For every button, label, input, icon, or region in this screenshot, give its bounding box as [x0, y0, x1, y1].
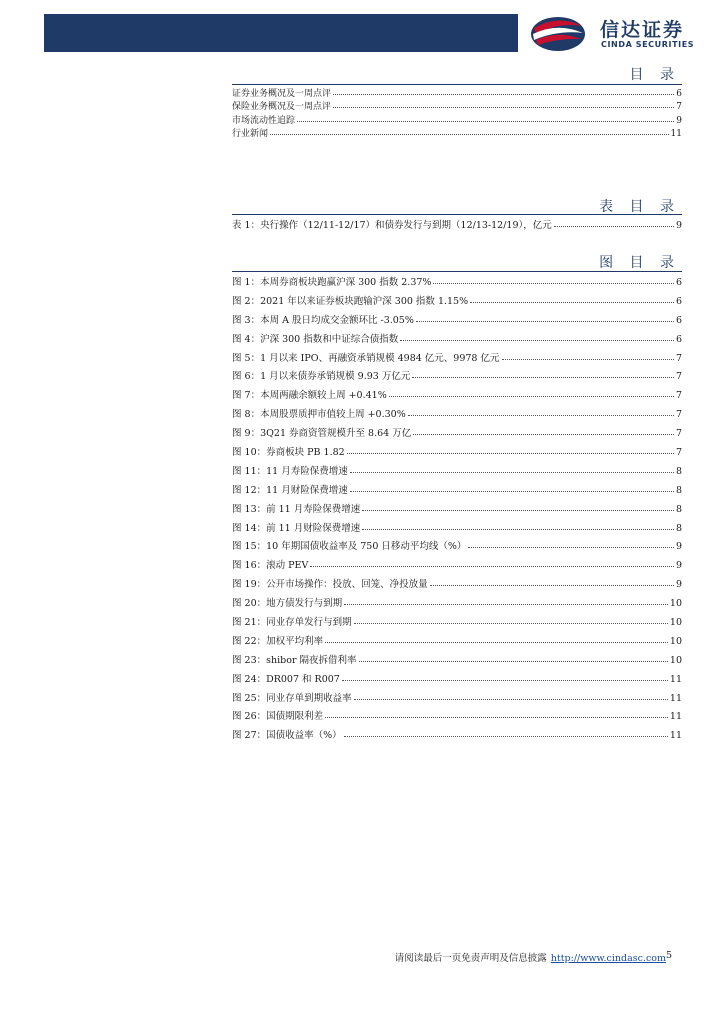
toc-entry-page: 11	[669, 711, 682, 723]
contents-entry[interactable]	[232, 125, 682, 138]
toc-entry-label: 表 1：央行操作（12/11-12/17）和债券发行与到期（12/13-12/19），亿元	[232, 220, 552, 231]
footer	[395, 950, 666, 964]
toc-leader-dots	[350, 463, 674, 473]
toc-entry-page: 8	[675, 522, 682, 534]
figures-list	[232, 274, 682, 746]
header-bar	[44, 14, 518, 52]
toc-leader-dots	[359, 652, 668, 662]
logo-cn-name: 信达证券	[600, 19, 685, 41]
toc-entry-page: 7	[675, 371, 682, 383]
figures-entry[interactable]	[232, 501, 682, 520]
page-number: 5	[666, 950, 673, 961]
toc-entry-label: 图 26：国债期限利差	[232, 711, 324, 723]
contents-title: 目 录	[629, 67, 680, 83]
contents-entry[interactable]	[232, 98, 682, 111]
toc-entry-page: 7	[675, 409, 682, 421]
toc-leader-dots	[354, 690, 668, 700]
toc-entry-label: 行业新闻	[232, 129, 269, 139]
toc-entry-page: 8	[675, 484, 682, 496]
toc-entry-page: 7	[675, 352, 682, 364]
figures-title: 图 目 录	[599, 255, 680, 271]
toc-leader-dots	[362, 520, 674, 530]
toc-entry-label: 保险业务概况及一周点评	[232, 102, 332, 112]
toc-leader-dots	[342, 671, 668, 681]
toc-leader-dots	[325, 708, 668, 718]
toc-leader-dots	[470, 293, 674, 303]
figures-entry[interactable]	[232, 293, 682, 312]
figures-entry[interactable]	[232, 274, 682, 293]
cinda-logo	[528, 12, 708, 56]
toc-entry-label: 图 6：1 月以来债券承销规模 9.93 万亿元	[232, 371, 411, 383]
figures-entry[interactable]	[232, 387, 682, 406]
toc-entry-label: 图 3：本周 A 股日均成交金额环比 -3.05%	[232, 314, 414, 326]
toc-leader-dots	[554, 217, 674, 227]
toc-entry-label: 图 25：同业存单到期收益率	[232, 692, 352, 704]
toc-leader-dots	[350, 482, 674, 492]
figures-entry[interactable]	[232, 557, 682, 576]
figures-rule	[232, 271, 682, 272]
toc-entry-label: 图 14：前 11 月财险保费增速	[232, 522, 361, 534]
figures-entry[interactable]	[232, 350, 682, 369]
figures-entry[interactable]	[232, 406, 682, 425]
toc-leader-dots	[310, 557, 674, 567]
contents-entry[interactable]	[232, 112, 682, 125]
figures-entry[interactable]	[232, 614, 682, 633]
figures-entry[interactable]	[232, 368, 682, 387]
toc-leader-dots	[354, 614, 668, 624]
toc-leader-dots	[344, 595, 668, 605]
footer-disclaimer: 请阅读最后一页免责声明及信息披露	[394, 953, 547, 964]
toc-entry-label: 图 7：本周两融余额较上周 +0.41%	[232, 390, 387, 402]
toc-entry-page: 8	[675, 503, 682, 515]
toc-leader-dots	[408, 406, 674, 416]
toc-entry-label: 图 5：1 月以来 IPO、再融资承销规模 4984 亿元、9978 亿元	[232, 352, 500, 364]
toc-leader-dots	[468, 538, 674, 548]
toc-leader-dots	[412, 368, 674, 378]
cinda-logo-icon	[528, 14, 588, 54]
toc-leader-dots	[362, 501, 674, 511]
toc-entry-page: 9	[675, 560, 682, 572]
toc-entry-label: 证券业务概况及一周点评	[232, 89, 332, 99]
tables-title: 表 目 录	[599, 199, 680, 215]
toc-entry-label: 图 20：地方债发行与到期	[232, 598, 343, 610]
toc-entry-page: 10	[669, 598, 682, 610]
toc-entry-label: 市场流动性追踪	[232, 115, 296, 126]
toc-entry-label: 图 9：3Q21 券商资管规模升至 8.64 万亿	[232, 428, 412, 440]
toc-leader-dots	[347, 444, 674, 454]
toc-entry-label: 图 10：券商板块 PB 1.82	[232, 447, 345, 459]
figures-entry[interactable]	[232, 538, 682, 557]
figures-entry[interactable]	[232, 595, 682, 614]
toc-entry-page: 9	[675, 220, 682, 231]
toc-leader-dots	[416, 312, 674, 322]
toc-entry-label: 图 27：国债收益率（%）	[232, 730, 342, 742]
toc-entry-label: 图 13：前 11 月寿险保费增速	[232, 503, 361, 515]
figures-entry[interactable]	[232, 576, 682, 595]
toc-entry-page: 11	[670, 129, 682, 139]
figures-entry[interactable]	[232, 520, 682, 539]
toc-leader-dots	[297, 112, 674, 122]
toc-entry-page: 8	[675, 465, 682, 477]
toc-leader-dots	[502, 350, 674, 360]
figures-entry[interactable]	[232, 690, 682, 709]
toc-leader-dots	[333, 85, 674, 95]
figures-entry[interactable]	[232, 708, 682, 727]
toc-entry-label: 图 2：2021 年以来证券板块跑输沪深 300 指数 1.15%	[232, 295, 469, 307]
tables-list	[232, 217, 682, 231]
toc-leader-dots	[413, 425, 674, 435]
toc-leader-dots	[400, 331, 674, 341]
toc-entry-page: 7	[675, 428, 682, 440]
figures-entry[interactable]	[232, 671, 682, 690]
toc-entry-page: 10	[669, 654, 682, 666]
tables-entry[interactable]	[232, 217, 682, 231]
toc-entry-page: 9	[675, 579, 682, 591]
toc-entry-page: 6	[675, 295, 682, 307]
toc-entry-label: 图 1：本周券商板块跑赢沪深 300 指数 2.37%	[232, 277, 432, 288]
toc-entry-label: 图 8：本周股票质押市值较上周 +0.30%	[232, 409, 406, 421]
toc-leader-dots	[389, 387, 674, 397]
logo-en-name: CINDA SECURITIES	[601, 40, 695, 49]
toc-entry-page: 6	[676, 89, 682, 99]
toc-entry-page: 9	[675, 541, 682, 553]
contents-list	[232, 85, 682, 139]
toc-leader-dots	[344, 727, 668, 737]
toc-entry-page: 6	[675, 314, 682, 326]
toc-entry-page: 10	[669, 617, 682, 629]
toc-leader-dots	[325, 633, 668, 643]
toc-entry-label: 图 22：加权平均利率	[232, 635, 324, 647]
toc-leader-dots	[430, 576, 674, 586]
figures-entry[interactable]	[232, 652, 682, 671]
toc-entry-label: 图 21：同业存单发行与到期	[232, 617, 352, 629]
toc-entry-page: 11	[669, 730, 682, 742]
toc-entry-page: 7	[675, 447, 682, 459]
toc-entry-label: 图 16：滚动 PEV	[232, 560, 309, 572]
figures-entry[interactable]	[232, 633, 682, 652]
figures-entry[interactable]	[232, 482, 682, 501]
figures-entry[interactable]	[232, 727, 682, 746]
toc-entry-page: 11	[669, 692, 682, 704]
toc-entry-label: 图 4：沪深 300 指数和中证综合债指数	[232, 333, 399, 345]
toc-entry-page: 6	[675, 277, 682, 288]
toc-entry-page: 7	[675, 390, 682, 402]
toc-entry-page: 6	[675, 333, 682, 345]
figures-entry[interactable]	[232, 463, 682, 482]
toc-leader-dots	[433, 274, 674, 284]
toc-entry-page: 10	[669, 635, 682, 647]
toc-entry-page: 7	[676, 102, 682, 112]
toc-entry-label: 图 11：11 月寿险保费增速	[232, 465, 348, 477]
toc-leader-dots	[270, 125, 669, 135]
toc-entry-label: 图 15：10 年期国债收益率及 750 日移动平均线（%）	[232, 541, 467, 553]
toc-leader-dots	[333, 98, 674, 108]
toc-entry-label: 图 19：公开市场操作：投放、回笼、净投放量	[232, 579, 428, 591]
figures-entry[interactable]	[232, 331, 682, 350]
contents-entry[interactable]	[232, 85, 682, 98]
figures-entry[interactable]	[232, 425, 682, 444]
footer-link[interactable]: http://www.cindasc.com	[550, 953, 666, 964]
tables-rule	[232, 214, 682, 215]
toc-entry-label: 图 24：DR007 和 R007	[232, 673, 340, 685]
figures-entry[interactable]	[232, 312, 682, 331]
toc-entry-label: 图 12：11 月财险保费增速	[232, 484, 348, 496]
toc-entry-label: 图 23：shibor 隔夜拆借利率	[232, 654, 357, 666]
toc-entry-page: 9	[676, 115, 682, 126]
figures-entry[interactable]	[232, 444, 682, 463]
toc-entry-page: 11	[669, 673, 682, 685]
